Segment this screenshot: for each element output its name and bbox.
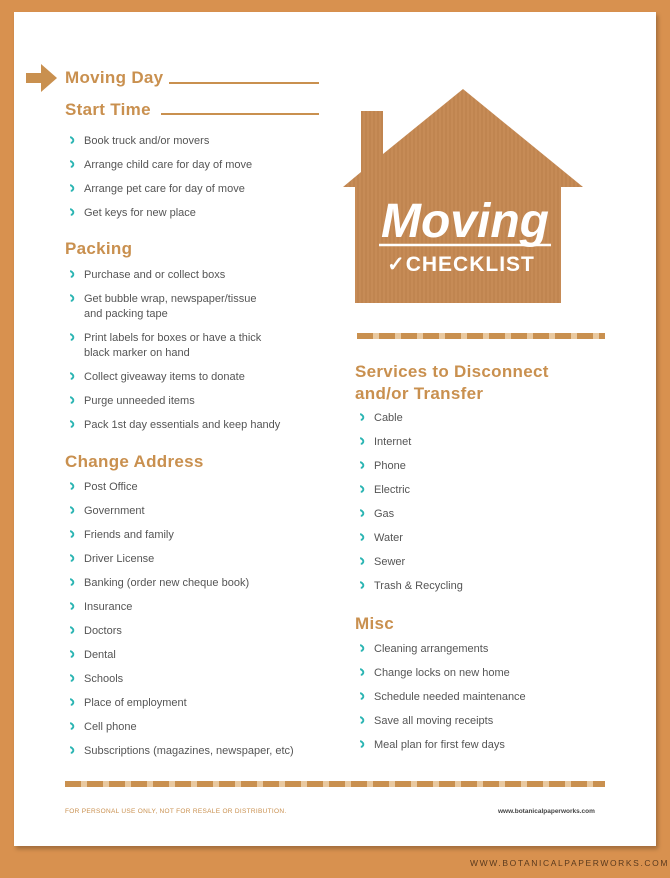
list-item[interactable]: Book truck and/or movers: [65, 134, 252, 149]
list-item[interactable]: Place of employment: [65, 696, 294, 711]
change-address-list: [65, 480, 294, 759]
list-item[interactable]: Cleaning arrangements: [355, 642, 526, 657]
change-address-heading: Change Address: [65, 452, 204, 471]
usage-notice: FOR PERSONAL USE ONLY, NOT FOR RESALE OR DISTRIBUTION.: [65, 808, 287, 815]
circle-bullet-icon: [65, 577, 76, 588]
circle-bullet-icon: [65, 553, 76, 564]
start-list: [65, 134, 252, 221]
services-heading: [355, 361, 549, 405]
list-item[interactable]: Purge unneeded items: [65, 394, 280, 409]
circle-bullet-icon: [65, 269, 76, 280]
misc-heading: Misc: [355, 614, 394, 633]
list-item[interactable]: Gas: [355, 507, 463, 522]
arrow-right-icon: [26, 62, 58, 94]
list-item[interactable]: Schedule needed maintenance: [355, 690, 526, 705]
circle-bullet-icon: [355, 412, 366, 423]
checklist-page: [14, 12, 656, 846]
circle-bullet-icon: [355, 580, 366, 591]
list-item[interactable]: Cable: [355, 411, 463, 426]
circle-bullet-icon: [65, 625, 76, 636]
list-item[interactable]: Dental: [65, 648, 294, 663]
circle-bullet-icon: [355, 691, 366, 702]
services-heading-line1: Services to Disconnect: [355, 362, 549, 381]
circle-bullet-icon: [65, 135, 76, 146]
misc-list: [355, 642, 526, 753]
circle-bullet-icon: [65, 371, 76, 382]
list-item[interactable]: Save all moving receipts: [355, 714, 526, 729]
moving-day-label: Moving Day: [65, 68, 164, 87]
circle-bullet-icon: [65, 673, 76, 684]
start-time-label: Start Time: [65, 100, 151, 119]
list-item[interactable]: Purchase and or collect boxs: [65, 268, 280, 283]
moving-checklist-house-logo: [343, 89, 583, 303]
list-item[interactable]: Meal plan for first few days: [355, 738, 526, 753]
start-time-line: [161, 113, 319, 115]
circle-bullet-icon: [355, 460, 366, 471]
list-item[interactable]: Schools: [65, 672, 294, 687]
list-item[interactable]: Insurance: [65, 600, 294, 615]
circle-bullet-icon: [355, 508, 366, 519]
moving-day-line: [169, 82, 319, 84]
list-item[interactable]: Collect giveaway items to donate: [65, 370, 280, 385]
circle-bullet-icon: [355, 715, 366, 726]
circle-bullet-icon: [355, 667, 366, 678]
list-item[interactable]: Internet: [355, 435, 463, 450]
circle-bullet-icon: [65, 395, 76, 406]
packing-heading: Packing: [65, 239, 133, 258]
list-item[interactable]: Government: [65, 504, 294, 519]
list-item[interactable]: Change locks on new home: [355, 666, 526, 681]
list-item[interactable]: Driver License: [65, 552, 294, 567]
circle-bullet-icon: [65, 207, 76, 218]
circle-bullet-icon: [65, 481, 76, 492]
circle-bullet-icon: [355, 532, 366, 543]
packing-list: [65, 268, 280, 433]
list-item-continuation: and packing tape: [84, 308, 168, 320]
circle-bullet-icon: [65, 745, 76, 756]
list-item[interactable]: Arrange child care for day of move: [65, 158, 252, 173]
list-item[interactable]: Electric: [355, 483, 463, 498]
list-item[interactable]: Banking (order new cheque book): [65, 576, 294, 591]
list-item[interactable]: Trash & Recycling: [355, 579, 463, 594]
circle-bullet-icon: [355, 484, 366, 495]
circle-bullet-icon: [65, 721, 76, 732]
list-item[interactable]: Sewer: [355, 555, 463, 570]
circle-bullet-icon: [65, 183, 76, 194]
outer-website-link[interactable]: WWW.BOTANICALPAPERWORKS.COM: [470, 858, 670, 868]
list-item[interactable]: Arrange pet care for day of move: [65, 182, 252, 197]
list-item[interactable]: Get bubble wrap, newspaper/tissue: [65, 292, 280, 307]
circle-bullet-icon: [65, 649, 76, 660]
list-item[interactable]: Friends and family: [65, 528, 294, 543]
circle-bullet-icon: [355, 739, 366, 750]
logo-subtitle: ✓CHECKLIST: [387, 253, 535, 276]
circle-bullet-icon: [355, 436, 366, 447]
list-item-continuation: black marker on hand: [84, 347, 190, 359]
website-link[interactable]: www.botanicalpaperworks.com: [498, 808, 595, 815]
list-item[interactable]: Subscriptions (magazines, newspaper, etc): [65, 744, 294, 759]
list-item[interactable]: Print labels for boxes or have a thick: [65, 331, 280, 346]
list-item[interactable]: Water: [355, 531, 463, 546]
list-item[interactable]: Doctors: [65, 624, 294, 639]
circle-bullet-icon: [65, 419, 76, 430]
list-item[interactable]: Phone: [355, 459, 463, 474]
services-list: [355, 411, 463, 594]
services-heading-line2: and/or Transfer: [355, 384, 484, 403]
bottom-divider-stripe: [65, 781, 605, 787]
circle-bullet-icon: [65, 697, 76, 708]
list-item[interactable]: Pack 1st day essentials and keep handy: [65, 418, 280, 433]
list-item[interactable]: Post Office: [65, 480, 294, 495]
logo-title: Moving: [381, 195, 549, 248]
circle-bullet-icon: [65, 505, 76, 516]
circle-bullet-icon: [65, 601, 76, 612]
circle-bullet-icon: [65, 159, 76, 170]
divider-stripe: [357, 333, 605, 339]
circle-bullet-icon: [355, 556, 366, 567]
list-item[interactable]: Get keys for new place: [65, 206, 252, 221]
circle-bullet-icon: [65, 332, 76, 343]
list-item[interactable]: Cell phone: [65, 720, 294, 735]
circle-bullet-icon: [65, 529, 76, 540]
circle-bullet-icon: [65, 293, 76, 304]
circle-bullet-icon: [355, 643, 366, 654]
